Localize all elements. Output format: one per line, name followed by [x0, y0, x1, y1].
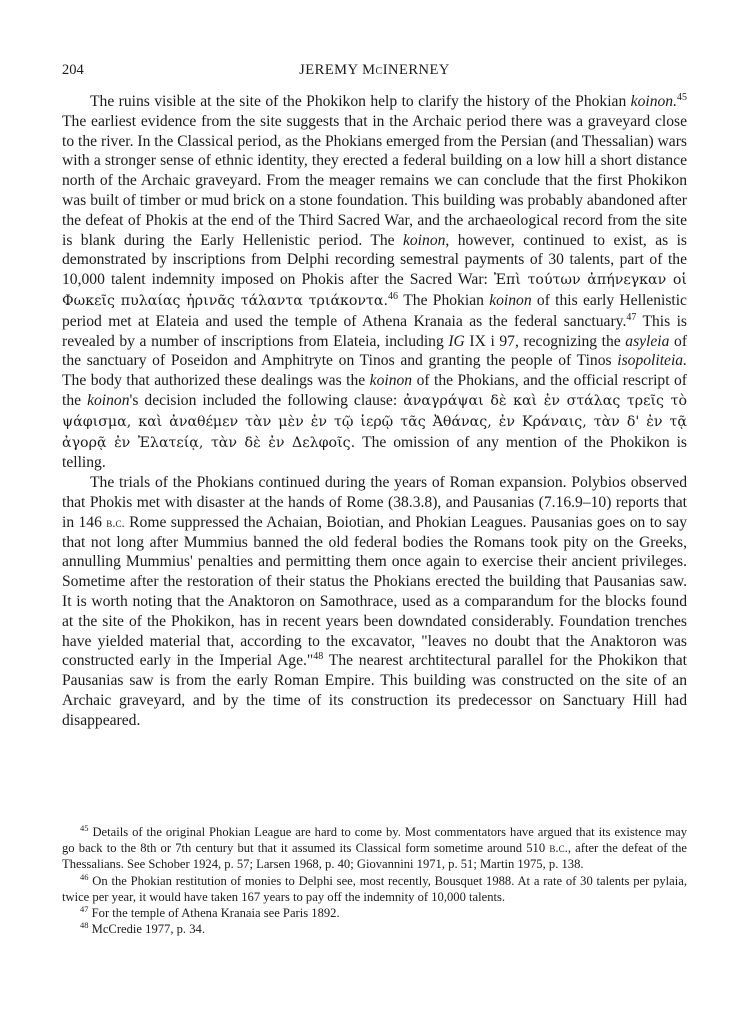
italic-term: koinon — [369, 372, 413, 390]
italic-term: asyleia — [625, 332, 670, 350]
text-run: On the Phokian restitution of monies to Delphi see, most recently, Bousquet 1988. At a rate of 30 talents per pylaia, twice per year, it would have taken 167 years to pay off the indemnity of 10,000 talents. — [62, 873, 687, 904]
text-run: For the temple of Athena Kranaia see Paris 1892. — [88, 906, 340, 921]
footnote-ref: 45 — [677, 92, 687, 103]
footnote-ref: 46 — [388, 290, 398, 302]
text-run: The nearest archtitectural parallel for the Phokikon that Pausanias saw is from the early Roman Empire. This building was constructed on the site of an Archaic graveyard, and by the time of its construction its predecessor on Sanctuary Hill had disappeared. — [62, 652, 687, 729]
text-run: , however, continued to exist, as is demonstrated by inscriptions from Delphi recording semestral payments of 30 talents, part of the 10,000 talent indemnity imposed on Phokis after the Sacred War: — [62, 231, 687, 289]
body-text — [62, 92, 687, 731]
footnote-ref: 47 — [626, 311, 637, 323]
era-abbreviation: b.c. — [106, 514, 125, 530]
footnote-number: 47 — [80, 904, 89, 915]
text-run: , after the defeat of the Thessalians. See Schober 1924, p. 57; Larsen 1968, p. 40; Giovannini 1971, p. 51; Martin 1975, p. 138. — [62, 841, 687, 872]
text-run: This is revealed by a number of inscriptions from Elateia, including — [62, 312, 687, 350]
footnote — [62, 905, 687, 921]
text-run: 's decision included the following clause: — [129, 391, 404, 409]
text-run: of this early Hellenistic period met at Elateia and used the temple of Athena Kranaia as the federal sanctuary. — [62, 291, 687, 330]
era-abbreviation: b.c. — [549, 840, 568, 856]
text-run: IX i 97, recognizing the — [464, 332, 626, 350]
footnote — [62, 824, 687, 873]
footnote-number: 45 — [80, 823, 89, 833]
page-number: 204 — [62, 62, 84, 78]
footnotes — [62, 824, 687, 937]
footnote — [62, 873, 687, 905]
text-run: of the sanctuary of Poseidon and Amphitryte on Tinos and granting the people of Tinos — [62, 332, 688, 370]
italic-term: isopoliteia. — [617, 352, 687, 370]
text-run: of the Phokians, and the official rescript of the — [62, 372, 687, 409]
text-run: Details of the original Phokian League are hard to come by. Most commentators have argued that its existence may go back to the 8th or 7th century but that it assumed its Classical form sometime around 510 — [62, 825, 687, 856]
text-run: Rome suppressed the Achaian, Boiotian, and Phokian Leagues. Pausanias goes on to say that not long after Mummius banned the old federal bodies the Romans took pity on the Greeks, annulling Mummius' penalties and permitting them once again to exercise their ancient privileges. Sometime after the restoration of their status the Phokians erected the building that Pausanias saw. It is worth noting that the Anaktoron on Samothrace, used as a comparandum for the blocks found at the site of the Phokikon, has in recent years been downdated considerably. Foundation trenches have yielded material that, according to the excavator, "leaves no doubt that the Anaktoron was constructed early in the Imperial Age." — [62, 513, 687, 670]
italic-term: koinon — [87, 391, 130, 409]
page-header — [62, 62, 687, 82]
italic-term: koinon. — [630, 93, 677, 110]
text-run: The body that authorized these dealings was the — [62, 372, 370, 390]
italic-term: koinon — [489, 291, 532, 309]
text-run: The earliest evidence from the site suggests that in the Archaic period there was a graveyard close to the river. In the Classical period, as the Phokians emerged from the Persian (and Thessalian) wars with a stronger sense of ethnic identity, they erected a federal building on a low hill a short distance north of the Archaic graveyard. From the meager remains we can conclude that the first Phokikon was built of timber or mud brick on a stone foundation. This building was probably abandoned after the defeat of Phokis at the end of the Third Sacred War, and the archaeological record from the site is blank during the Early Hellenistic period. The — [62, 112, 687, 249]
running-head: JEREMY McINERNEY — [299, 62, 450, 78]
italic-term: koinon — [402, 231, 446, 249]
italic-term: IG — [448, 332, 465, 350]
greek-quotation: ἀναγράψαι δὲ καὶ ἐν στάλας τρεῖς τὸ ψάφισμα, καὶ ἀναθέμεν τὰν μὲν ἐν τῷ ἱερῷ τᾶς Ἀθάνας, ἐν Κράναις, τὰν δ' ἐν τᾷ ἀγορᾷ ἐν Ἐλατείᾳ, τὰν δὲ ἐν Δελφοῖς. — [62, 392, 687, 451]
paragraph — [62, 473, 687, 730]
greek-quotation: Ἐπὶ τούτων ἀπήνεγκαν οἱ Φωκεῖς πυλαίας ἠρινᾶς τάλαντα τριάκοντα. — [62, 272, 687, 309]
text-run: McCredie 1977, p. 34. — [88, 922, 205, 937]
text-run: The trials of the Phokians continued during the years of Roman expansion. Polybios observed that Phokis met with disaster at the hands of Rome (38.3.8), and Pausanias (7.16.9–10) reports that in 146 — [62, 474, 687, 531]
text-run: The ruins visible at the site of the Phokikon help to clarify the history of the Phokian — [90, 93, 631, 110]
footnote-ref: 48 — [313, 651, 324, 663]
text-run: The Phokian — [398, 291, 490, 309]
paragraph — [62, 92, 687, 473]
footnote-number: 46 — [80, 871, 89, 882]
footnote — [62, 921, 687, 937]
footnote-number: 48 — [80, 920, 89, 931]
text-run: The omission of any mention of the Phokikon is telling. — [62, 433, 687, 472]
